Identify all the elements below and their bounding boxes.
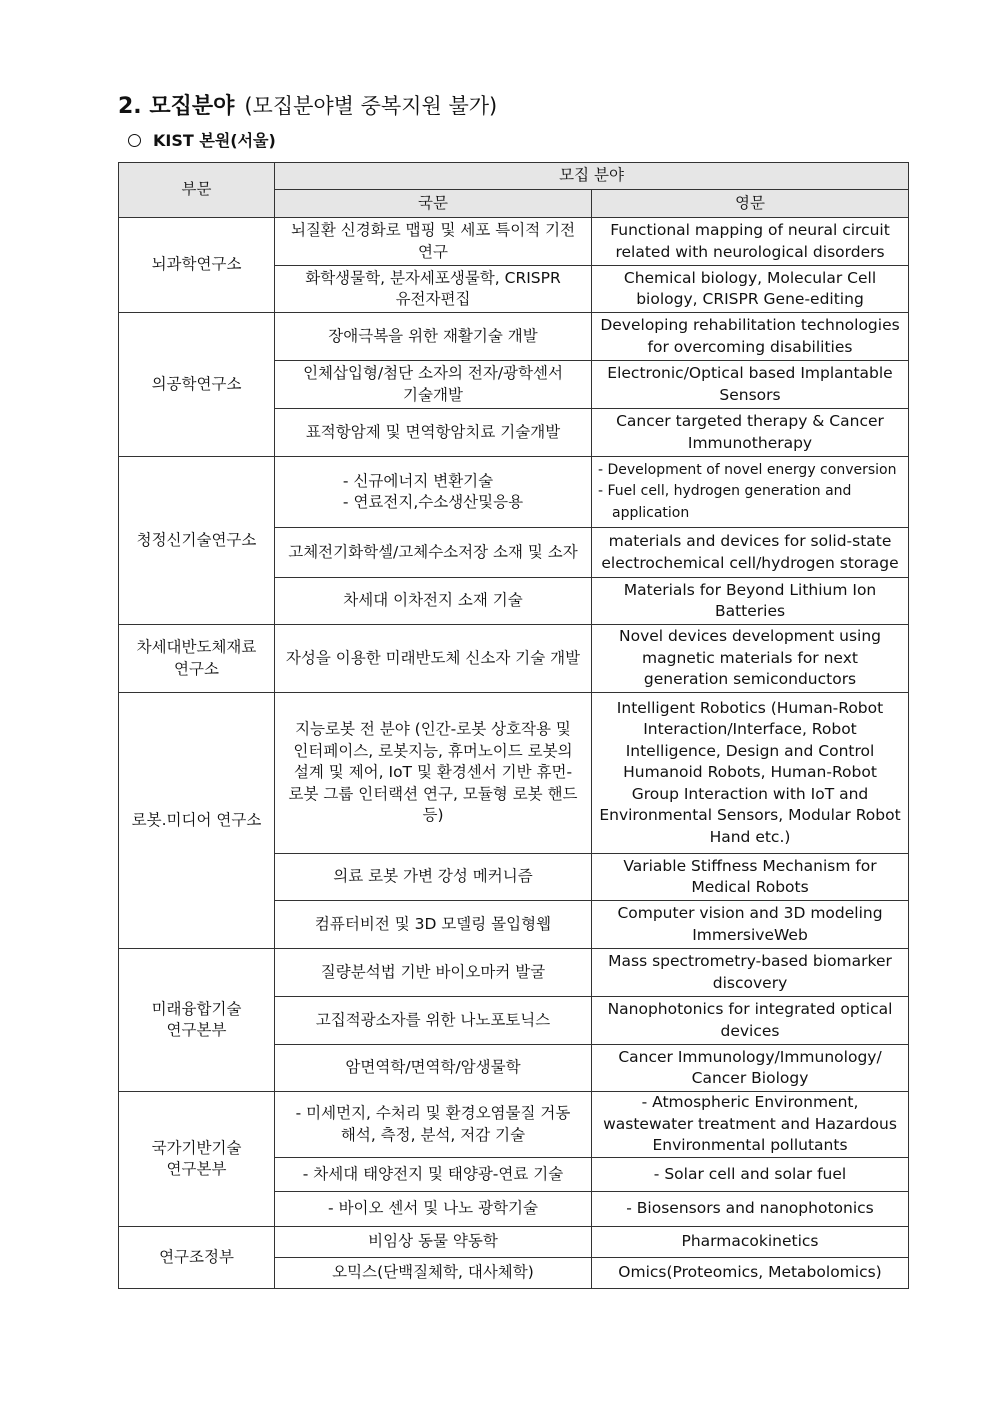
circle-bullet-icon bbox=[128, 134, 141, 147]
english-field-cell: Developing rehabilitation technologies for overcoming disabilities bbox=[592, 313, 909, 361]
subsection-heading bbox=[128, 129, 276, 153]
english-field-line: application bbox=[612, 504, 690, 521]
korean-field-cell: 장애극복을 위한 재활기술 개발 bbox=[275, 313, 592, 361]
table-row bbox=[119, 313, 909, 361]
english-field-cell: Computer vision and 3D modeling ImmersiveWeb bbox=[592, 901, 909, 949]
korean-field-cell: 차세대 이차전지 소재 기술 bbox=[275, 578, 592, 625]
division-cell: 로봇.미디어 연구소 bbox=[119, 693, 275, 949]
english-field-cell: Mass spectrometry-based biomarker discovery bbox=[592, 949, 909, 997]
english-field-cell: - Solar cell and solar fuel bbox=[592, 1158, 909, 1192]
korean-field-line: - 연료전지,수소생산및응용 bbox=[342, 493, 524, 511]
section-title: 2. 모집분야 bbox=[118, 94, 235, 119]
korean-field-cell: 화학생물학, 분자세포생물학, CRISPR 유전자편집 bbox=[275, 266, 592, 313]
division-cell: 연구조정부 bbox=[119, 1227, 275, 1289]
korean-field-cell: 비임상 동물 약동학 bbox=[275, 1227, 592, 1258]
korean-field-cell: - 차세대 태양전지 및 태양광-연료 기술 bbox=[275, 1158, 592, 1192]
korean-field-cell: 뇌질환 신경화로 맵핑 및 세포 특이적 기전 연구 bbox=[275, 218, 592, 266]
division-cell: 미래융합기술 연구본부 bbox=[119, 949, 275, 1092]
korean-field-cell: 고집적광소자를 위한 나노포토닉스 bbox=[275, 997, 592, 1045]
korean-field-cell: 질량분석법 기반 바이오마커 발굴 bbox=[275, 949, 592, 997]
korean-field-cell: - 미세먼지, 수처리 및 환경오염물질 거동 해석, 측정, 분석, 저감 기술 bbox=[275, 1092, 592, 1158]
english-field-cell: Functional mapping of neural circuit related with neurological disorders bbox=[592, 218, 909, 266]
english-field-cell: Materials for Beyond Lithium Ion Batteries bbox=[592, 578, 909, 625]
korean-field-cell: 오믹스(단백질체학, 대사체학) bbox=[275, 1258, 592, 1289]
table-row bbox=[119, 1227, 909, 1258]
table-row bbox=[119, 218, 909, 266]
korean-field-cell: 지능로봇 전 분야 (인간-로봇 상호작용 및 인터페이스, 로봇지능, 휴머노이드 로봇의 설계 및 제어, IoT 및 환경센서 기반 휴먼-로봇 그룹 인터랙션 연구, 모듈형 로봇 핸드 등) bbox=[275, 693, 592, 854]
recruitment-fields-table bbox=[118, 162, 909, 1289]
english-field-cell: Omics(Proteomics, Metabolomics) bbox=[592, 1258, 909, 1289]
english-field-cell bbox=[592, 457, 909, 528]
subsection-title: KIST 본원(서울) bbox=[153, 131, 276, 150]
table-row bbox=[119, 457, 909, 528]
english-field-cell: Variable Stiffness Mechanism for Medical Robots bbox=[592, 854, 909, 901]
table-body bbox=[119, 163, 909, 1289]
division-cell: 뇌과학연구소 bbox=[119, 218, 275, 313]
table-row bbox=[119, 1092, 909, 1158]
korean-field-cell: 표적항암제 및 면역항암치료 기술개발 bbox=[275, 409, 592, 457]
korean-field-cell: 고체전기화학셀/고체수소저장 소재 및 소자 bbox=[275, 528, 592, 578]
table-row bbox=[119, 625, 909, 693]
english-field-cell: Novel devices development using magnetic materials for next generation semiconductors bbox=[592, 625, 909, 693]
english-field-cell: Intelligent Robotics (Human-Robot Interaction/Interface, Robot Intelligence, Design and Control Humanoid Robots, Human-Robot Group Interaction with IoT and Environmental Sensors, Modular Robot Hand etc.) bbox=[592, 693, 909, 854]
english-field-cell: Cancer targeted therapy & Cancer Immunotherapy bbox=[592, 409, 909, 457]
header-division: 부문 bbox=[119, 163, 275, 218]
english-field-cell: - Atmospheric Environment, wastewater treatment and Hazardous Environmental pollutants bbox=[592, 1092, 909, 1158]
korean-field-cell: 컴퓨터비전 및 3D 모델링 몰입형웹 bbox=[275, 901, 592, 949]
korean-field-cell: 인체삽입형/첨단 소자의 전자/광학센서 기술개발 bbox=[275, 361, 592, 409]
english-field-cell: Electronic/Optical based Implantable Sensors bbox=[592, 361, 909, 409]
korean-field-cell: 의료 로봇 가변 강성 메커니즘 bbox=[275, 854, 592, 901]
division-cell: 차세대반도체재료 연구소 bbox=[119, 625, 275, 693]
section-note: (모집분야별 중복지원 불가) bbox=[244, 94, 498, 118]
korean-field-cell bbox=[275, 457, 592, 528]
korean-field-cell: - 바이오 센서 및 나노 광학기술 bbox=[275, 1192, 592, 1227]
header-row-1 bbox=[119, 163, 909, 190]
header-field: 모집 분야 bbox=[275, 163, 909, 190]
english-field-cell: Pharmacokinetics bbox=[592, 1227, 909, 1258]
division-cell: 청정신기술연구소 bbox=[119, 457, 275, 625]
korean-field-cell: 자성을 이용한 미래반도체 신소자 기술 개발 bbox=[275, 625, 592, 693]
division-cell: 국가기반기술 연구본부 bbox=[119, 1092, 275, 1227]
header-korean: 국문 bbox=[275, 190, 592, 218]
english-field-cell: Nanophotonics for integrated optical devices bbox=[592, 997, 909, 1045]
table-row bbox=[119, 949, 909, 997]
english-field-cell: Cancer Immunology/Immunology/ Cancer Biology bbox=[592, 1045, 909, 1092]
division-cell: 의공학연구소 bbox=[119, 313, 275, 457]
table-row bbox=[119, 693, 909, 854]
korean-field-line: - 신규에너지 변환기술 bbox=[342, 471, 494, 490]
korean-field-cell: 암면역학/면역학/암생물학 bbox=[275, 1045, 592, 1092]
english-field-cell: - Biosensors and nanophotonics bbox=[592, 1192, 909, 1227]
header-english: 영문 bbox=[592, 190, 909, 218]
english-field-line: - Fuel cell, hydrogen generation and bbox=[598, 483, 852, 500]
english-field-cell: Chemical biology, Molecular Cell biology, CRISPR Gene-editing bbox=[592, 266, 909, 313]
english-field-line: - Development of novel energy conversion bbox=[598, 461, 897, 478]
english-field-cell: materials and devices for solid-state electrochemical cell/hydrogen storage bbox=[592, 528, 909, 578]
korean-field-list bbox=[343, 471, 523, 514]
section-heading bbox=[118, 88, 497, 125]
